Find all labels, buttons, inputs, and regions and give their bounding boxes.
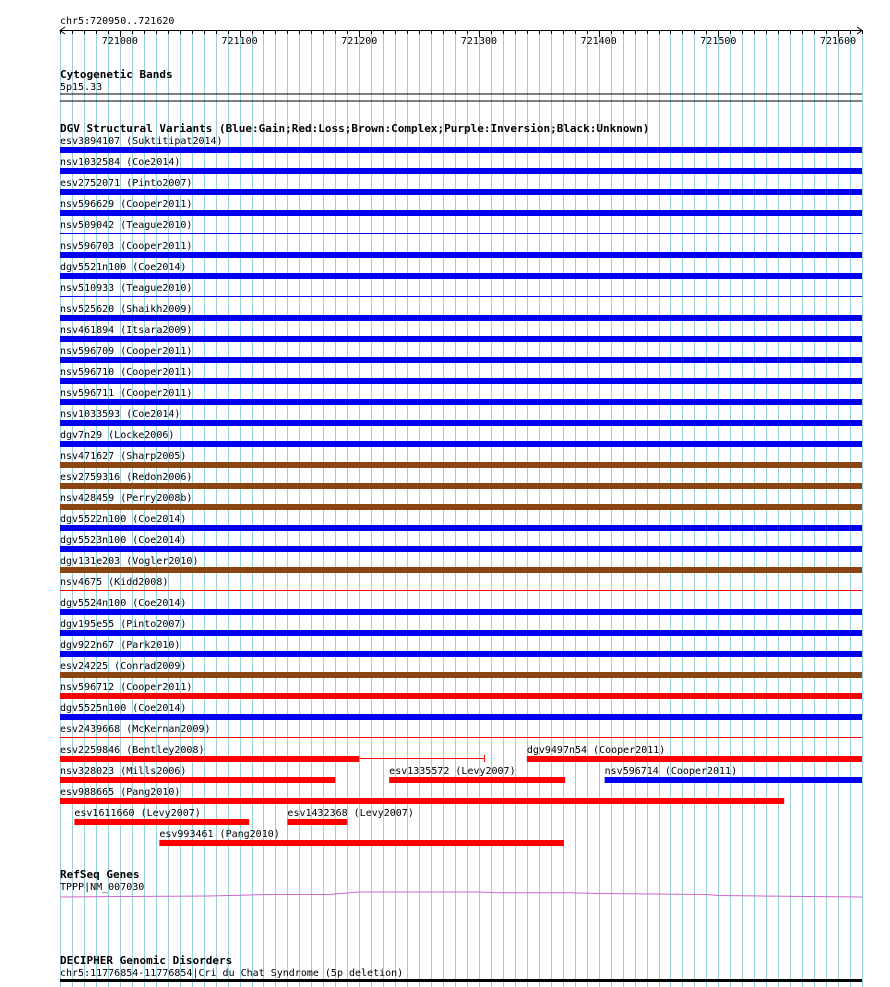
sv-label[interactable]: nsv328023 (Mills2006) xyxy=(60,766,187,777)
sv-bar[interactable] xyxy=(60,714,862,720)
sv-label[interactable]: nsv596710 (Cooper2011) xyxy=(60,367,193,378)
sv-bar[interactable] xyxy=(60,609,862,615)
sv-label[interactable]: dgv5521n100 (Coe2014) xyxy=(60,262,187,273)
sv-bar[interactable] xyxy=(60,483,862,489)
sv-row[interactable] xyxy=(60,472,862,489)
sv-label[interactable]: esv2259846 (Bentley2008) xyxy=(60,745,205,756)
sv-label[interactable]: esv993461 (Pang2010) xyxy=(159,829,280,840)
sv-bar[interactable] xyxy=(60,693,862,699)
sv-label[interactable]: nsv1032584 (Coe2014) xyxy=(60,157,181,168)
sv-label[interactable]: dgv5524n100 (Coe2014) xyxy=(60,598,187,609)
decipher-track-title: DECIPHER Genomic Disorders xyxy=(60,954,233,967)
sv-bar[interactable] xyxy=(60,252,862,258)
sv-bar[interactable] xyxy=(60,777,335,783)
ruler-tick-label: 721300 xyxy=(460,36,498,47)
sv-row[interactable] xyxy=(60,535,862,552)
sv-bar[interactable] xyxy=(60,567,862,573)
sv-feature[interactable] xyxy=(60,787,784,804)
sv-label[interactable]: dgv5525n100 (Coe2014) xyxy=(60,703,187,714)
sv-label[interactable]: nsv461894 (Itsara2009) xyxy=(60,325,193,336)
sv-bar[interactable] xyxy=(60,273,862,279)
sv-label[interactable]: dgv9497n54 (Cooper2011) xyxy=(526,745,666,756)
sv-bar[interactable] xyxy=(60,798,784,804)
refseq-gene-label[interactable]: TPPP|NM_007030 xyxy=(60,882,145,893)
sv-feature[interactable] xyxy=(60,766,335,783)
sv-bar[interactable] xyxy=(60,590,862,591)
sv-row[interactable] xyxy=(60,178,862,195)
sv-bar[interactable] xyxy=(60,147,862,153)
sv-row[interactable] xyxy=(60,493,862,510)
ruler-tick-label: 721100 xyxy=(221,36,258,47)
sv-bar[interactable] xyxy=(60,315,862,321)
decipher-item-label[interactable]: chr5:11776854-11776854|Cri du Chat Syndrome (5p deletion) xyxy=(60,968,404,979)
sv-label[interactable]: nsv428459 (Perry2008b) xyxy=(60,493,193,504)
refseq-track-title: RefSeq Genes xyxy=(60,868,140,881)
sv-label[interactable]: nsv596711 (Cooper2011) xyxy=(60,388,193,399)
sv-label[interactable]: esv24225 (Conrad2009) xyxy=(60,661,187,672)
sv-bar[interactable] xyxy=(74,819,249,825)
sv-label[interactable]: nsv1033593 (Coe2014) xyxy=(60,409,181,420)
sv-bar[interactable] xyxy=(60,630,862,636)
sv-bar[interactable] xyxy=(60,737,862,738)
sv-row[interactable] xyxy=(60,640,862,657)
sv-label[interactable]: nsv471627 (Sharp2005) xyxy=(60,451,187,462)
cytoband-label[interactable]: 5p15.33 xyxy=(60,82,103,93)
ruler-tick-label: 721600 xyxy=(819,36,857,47)
sv-bar[interactable] xyxy=(60,420,862,426)
sv-row[interactable] xyxy=(60,451,862,468)
decipher-feature-bar[interactable] xyxy=(60,979,862,982)
sv-bar[interactable] xyxy=(60,525,862,531)
sv-bar[interactable] xyxy=(60,296,862,297)
sv-bar[interactable] xyxy=(60,756,359,762)
sv-bar[interactable] xyxy=(60,651,862,657)
sv-label[interactable]: nsv596714 (Cooper2011) xyxy=(604,766,738,777)
sv-bar[interactable] xyxy=(159,840,564,846)
sv-row[interactable] xyxy=(60,556,862,573)
sv-feature[interactable] xyxy=(74,808,249,825)
sv-row[interactable] xyxy=(60,304,862,321)
sv-label[interactable]: dgv7n29 (Locke2006) xyxy=(60,430,175,441)
sv-bar[interactable] xyxy=(287,819,347,825)
dgv-track-title: DGV Structural Variants (Blue:Gain;Red:Loss;Brown:Complex;Purple:Inversion;Black:Unknown) xyxy=(60,122,650,135)
sv-row[interactable] xyxy=(60,136,862,153)
sv-row[interactable] xyxy=(60,619,862,636)
sv-label[interactable]: esv3894107 (Suktitipat2014) xyxy=(60,136,223,147)
sv-row[interactable] xyxy=(60,388,862,405)
sv-row[interactable] xyxy=(60,157,862,174)
sv-row[interactable] xyxy=(60,661,862,678)
sv-label[interactable]: esv2439668 (McKernan2009) xyxy=(60,724,211,735)
sv-label[interactable]: dgv131e203 (Vogler2010) xyxy=(60,556,199,567)
sv-row[interactable] xyxy=(60,409,862,426)
sv-label[interactable]: esv2759316 (Redon2006) xyxy=(60,472,193,483)
sv-feature[interactable] xyxy=(389,766,565,783)
sv-label[interactable]: nsv4675 (Kidd2008) xyxy=(60,577,169,588)
sv-row[interactable] xyxy=(60,682,862,699)
sv-bar[interactable] xyxy=(527,756,862,762)
sv-label[interactable]: nsv596709 (Cooper2011) xyxy=(60,346,193,357)
sv-label[interactable]: dgv195e55 (Pinto2007) xyxy=(60,619,187,630)
sv-label[interactable]: nsv596703 (Cooper2011) xyxy=(60,241,193,252)
sv-bar[interactable] xyxy=(60,357,862,363)
ruler-tick-label: 721200 xyxy=(341,36,378,47)
ruler-tick-label: 721500 xyxy=(700,36,737,47)
region-label: chr5:720950..721620 xyxy=(60,16,175,27)
sv-label[interactable]: nsv596629 (Cooper2011) xyxy=(60,199,193,210)
ruler-tick-label: 721000 xyxy=(101,36,138,47)
sv-bar[interactable] xyxy=(389,777,565,783)
sv-feature[interactable] xyxy=(605,766,862,783)
sv-row[interactable] xyxy=(60,262,862,279)
sv-label[interactable]: esv988665 (Pang2010) xyxy=(60,787,181,798)
sv-bar[interactable] xyxy=(60,336,862,342)
cytoband-track-title: Cytogenetic Bands xyxy=(60,68,173,81)
sv-label[interactable]: nsv510933 (Teague2010) xyxy=(60,283,193,294)
sv-bar[interactable] xyxy=(60,233,862,234)
sv-row[interactable] xyxy=(60,241,862,258)
sv-label[interactable]: nsv525620 (Shaikh2009) xyxy=(60,304,193,315)
sv-bar[interactable] xyxy=(60,168,862,174)
sv-bar[interactable] xyxy=(60,210,862,216)
sv-label[interactable]: dgv5523n100 (Coe2014) xyxy=(60,535,187,546)
sv-row[interactable] xyxy=(60,367,862,384)
sv-row[interactable] xyxy=(60,703,862,720)
sv-bar[interactable] xyxy=(60,189,862,195)
sv-label[interactable]: esv1432368 (Levy2007) xyxy=(287,808,414,819)
sv-label[interactable]: esv2752071 (Pinto2007) xyxy=(60,178,193,189)
sv-bar[interactable] xyxy=(60,672,862,678)
sv-row[interactable] xyxy=(60,325,862,342)
sv-label[interactable]: esv1335572 (Levy2007) xyxy=(389,766,516,777)
sv-label[interactable]: esv1611660 (Levy2007) xyxy=(74,808,201,819)
sv-label[interactable]: nsv596712 (Cooper2011) xyxy=(60,682,193,693)
sv-bar[interactable] xyxy=(60,378,862,384)
sv-bar[interactable] xyxy=(60,441,862,447)
sv-bar[interactable] xyxy=(605,777,862,783)
sv-label[interactable]: dgv922n67 (Park2010) xyxy=(60,640,181,651)
sv-bar[interactable] xyxy=(60,462,862,468)
sv-label[interactable]: nsv509042 (Teague2010) xyxy=(60,220,193,231)
sv-row[interactable] xyxy=(60,514,862,531)
sv-row[interactable] xyxy=(60,346,862,363)
sv-bar[interactable] xyxy=(60,399,862,405)
sv-label[interactable]: dgv5522n100 (Coe2014) xyxy=(60,514,187,525)
sv-row[interactable] xyxy=(60,199,862,216)
ruler-tick-label: 721400 xyxy=(580,36,617,47)
sv-row[interactable] xyxy=(60,598,862,615)
sv-feature[interactable] xyxy=(287,808,413,825)
sv-feature[interactable] xyxy=(60,745,485,762)
sv-bar[interactable] xyxy=(60,546,862,552)
sv-bar[interactable] xyxy=(60,504,862,510)
